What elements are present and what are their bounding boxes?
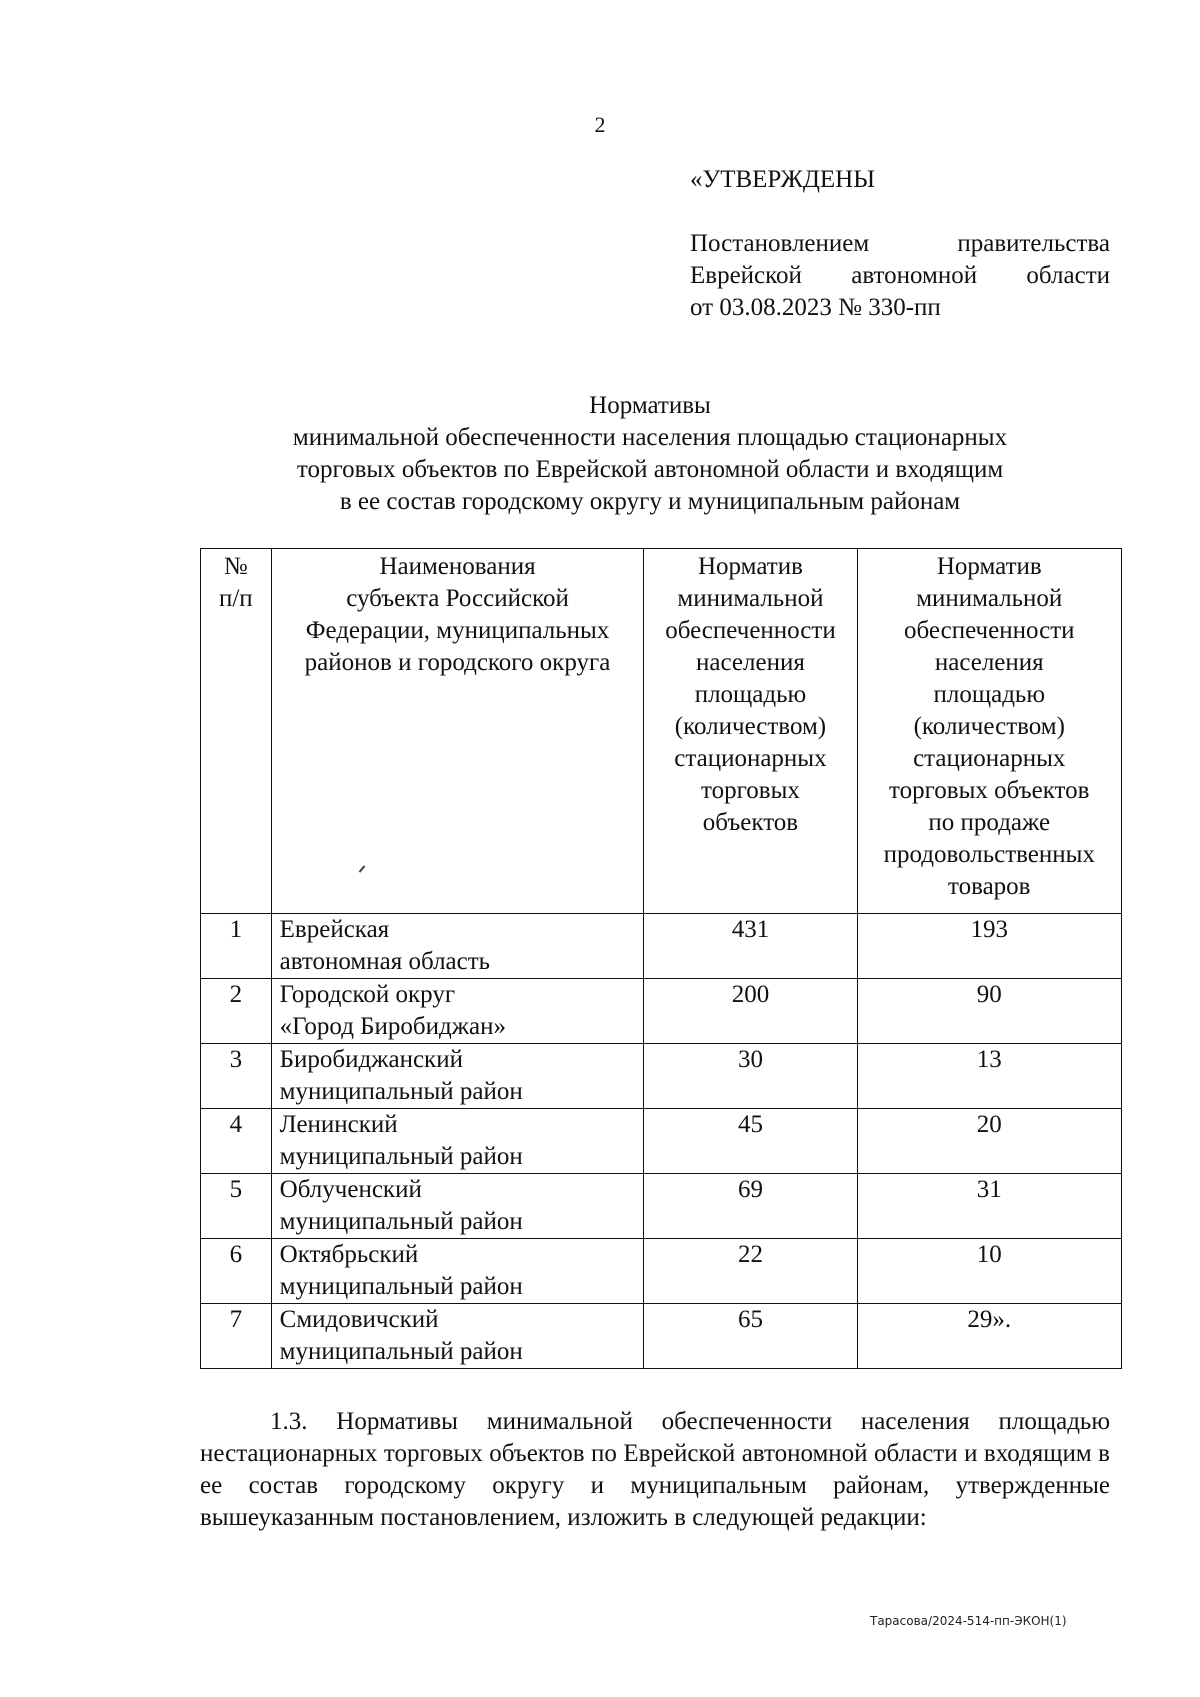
title-line: Нормативы [589, 392, 711, 419]
document-title [200, 390, 1100, 518]
header-num-text: № п/п [218, 553, 253, 612]
row-norm-food: 10 [857, 1239, 1121, 1304]
row-norm-food: 13 [857, 1044, 1121, 1109]
approval-heading: «УТВЕРЖДЕНЫ [690, 166, 876, 193]
row-norm-total: 431 [644, 914, 857, 979]
row-norm-total: 30 [644, 1044, 857, 1109]
table-header-row [201, 549, 1122, 914]
table-row [201, 1044, 1122, 1109]
header-name-text: Наименования субъекта Российской Федерации, муниципальных районов и городского округа [304, 553, 611, 676]
title-line: в ее состав городскому округу и муниципальным районам [339, 488, 961, 515]
row-num: 2 [201, 979, 272, 1044]
approval-line: Еврейской автономной области [690, 262, 1110, 289]
row-name: Еврейская автономная область [271, 914, 644, 979]
row-name: Облученский муниципальный район [271, 1174, 644, 1239]
header-norm-food-text: Норматив минимальной обеспеченности населения площадью (количеством) стационарных торговых объектов по продаже продовольственных товаров [883, 553, 1095, 900]
row-norm-food: 90 [857, 979, 1121, 1044]
approval-line: Постановлением правительства [690, 230, 1110, 257]
row-norm-total: 45 [644, 1109, 857, 1174]
row-norm-food: 193 [857, 914, 1121, 979]
approval-line: от 03.08.2023 № 330-пп [690, 294, 941, 321]
approval-block [690, 228, 1110, 324]
row-norm-food: 31 [857, 1174, 1121, 1239]
row-name: Биробиджанский муниципальный район [271, 1044, 644, 1109]
table-row [201, 1304, 1122, 1369]
norms-table [200, 548, 1122, 1369]
row-name: Городской округ «Город Биробиджан» [271, 979, 644, 1044]
table-row [201, 1239, 1122, 1304]
header-norm-total [644, 549, 857, 914]
row-num: 7 [201, 1304, 272, 1369]
row-norm-food: 29». [857, 1304, 1121, 1369]
row-num: 6 [201, 1239, 272, 1304]
row-norm-total: 65 [644, 1304, 857, 1369]
header-num [201, 549, 272, 914]
row-num: 4 [201, 1109, 272, 1174]
row-name: Ленинский муниципальный район [271, 1109, 644, 1174]
body-paragraph: 1.3. Нормативы минимальной обеспеченности населения площадью нестационарных торговых объектов по Еврейской автономной области и входящим в ее состав городскому округу и муниципальным районам, утвержденные вышеуказанным постановлением, изложить в следующей редакции: [200, 1408, 1110, 1531]
table-row [201, 1174, 1122, 1239]
row-norm-food: 20 [857, 1109, 1121, 1174]
footer-document-code: Тарасова/2024-514-пп-ЭКОН(1) [870, 1614, 1067, 1628]
row-num: 1 [201, 914, 272, 979]
header-name [271, 549, 644, 914]
row-num: 3 [201, 1044, 272, 1109]
page-number: 2 [594, 112, 606, 137]
table-row [201, 979, 1122, 1044]
header-norm-total-text: Норматив минимальной обеспеченности населения площадью (количеством) стационарных торговых объектов [665, 553, 836, 836]
title-line: торговых объектов по Еврейской автономной области и входящим [296, 456, 1004, 483]
table-row [201, 914, 1122, 979]
header-norm-food [857, 549, 1121, 914]
row-norm-total: 22 [644, 1239, 857, 1304]
table-row [201, 1109, 1122, 1174]
title-line: минимальной обеспеченности населения площадью стационарных [292, 424, 1008, 451]
row-norm-total: 200 [644, 979, 857, 1044]
row-name: Смидовичский муниципальный район [271, 1304, 644, 1369]
row-norm-total: 69 [644, 1174, 857, 1239]
row-num: 5 [201, 1174, 272, 1239]
row-name: Октябрьский муниципальный район [271, 1239, 644, 1304]
